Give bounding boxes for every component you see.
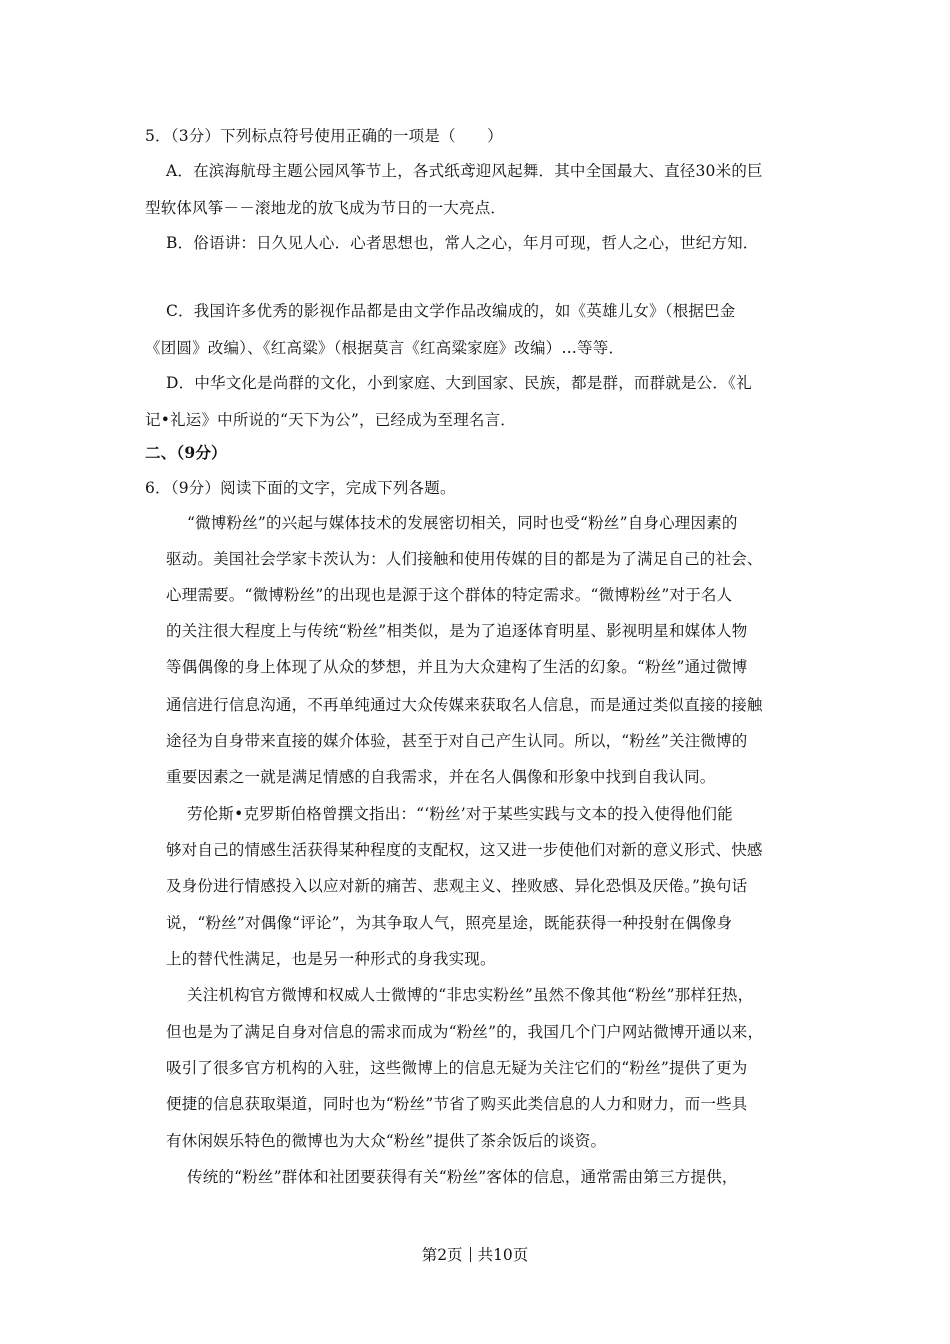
passage-line: 驱动。美国社会学家卡茨认为：人们接触和使用传媒的目的都是为了满足自己的社会、 xyxy=(166,550,763,568)
option-a-line-1: A．在滨海航母主题公园风筝节上，各式纸鸢迎风起舞．其中全国最大、直径30米的巨 xyxy=(166,162,763,180)
page-number: 第2页 xyxy=(421,1246,463,1264)
option-d-line-1: D．中华文化是尚群的文化，小到家庭、大到国家、民族，都是群，而群就是公．《礼 xyxy=(166,374,752,392)
passage-line: 重要因素之一就是满足情感的自我需求，并在名人偶像和形象中找到自我认同。 xyxy=(166,768,716,786)
passage-line: 等偶偶像的身上体现了从众的梦想，并且为大众建构了生活的幻象。“粉丝”通过微博 xyxy=(166,658,748,676)
passage-line: 说，“粉丝”对偶像“评论”，为其争取人气，照亮星途，既能获得一种投射在偶像身 xyxy=(166,914,733,932)
option-c-line-1: C．我国许多优秀的影视作品都是由文学作品改编成的，如《英雄儿女》（根据巴金 xyxy=(166,302,736,320)
passage-line: 途径为自身带来直接的媒介体验，甚至于对自己产生认同。所以，“粉丝”关注微博的 xyxy=(166,732,748,750)
passage-line: 及身份进行情感投入以应对新的痛苦、悲观主义、挫败感、异化恐惧及厌倦。”换句话 xyxy=(166,877,748,895)
passage-line: 上的替代性满足，也是另一种形式的身我实现。 xyxy=(166,950,496,968)
option-a-line-2: 型软体风筝－－滚地龙的放飞成为节日的一大亮点． xyxy=(145,199,507,217)
passage-line: 关注机构官方微博和权威人士微博的“非忠实粉丝”虽然不像其他“粉丝”那样狂热， xyxy=(187,986,754,1004)
page-footer xyxy=(0,1245,950,1265)
passage-line: 够对自己的情感生活获得某种程度的支配权，这又进一步使他们对新的意义形式、快感 xyxy=(166,841,763,859)
footer-divider xyxy=(470,1247,471,1262)
page-total: 共10页 xyxy=(477,1246,529,1264)
option-c-line-2: 《团圆》改编）、《红高粱》（根据莫言《红高粱家庭》改编）…等等． xyxy=(145,339,625,357)
passage-line: 但也是为了满足自身对信息的需求而成为“粉丝”的，我国几个门户网站微博开通以来， xyxy=(166,1023,764,1041)
passage-line: 吸引了很多官方机构的入驻，这些微博上的信息无疑为关注它们的“粉丝”提供了更为 xyxy=(166,1059,748,1077)
option-b: B．俗语讲：日久见人心．心者思想也，常人之心，年月可现，哲人之心，世纪方知． xyxy=(166,234,759,252)
passage-line: 有休闲娱乐特色的微博也为大众“粉丝”提供了茶余饭后的谈资。 xyxy=(166,1132,607,1150)
passage-line: 便捷的信息获取渠道，同时也为“粉丝”节省了购买此类信息的人力和财力，而一些具 xyxy=(166,1095,748,1113)
section-2-heading: 二、（9分） xyxy=(145,443,227,462)
question-5-stem: 5．（3分）下列标点符号使用正确的一项是（ ） xyxy=(145,127,503,145)
passage-line: 通信进行信息沟通，不再单纯通过大众传媒来获取名人信息，而是通过类似直接的接触 xyxy=(166,696,763,714)
passage-line: “微博粉丝”的兴起与媒体技术的发展密切相关，同时也受“粉丝”自身心理因素的 xyxy=(187,514,738,532)
option-d-line-2: 记•礼运》中所说的“天下为公”，已经成为至理名言． xyxy=(145,411,516,429)
passage-line: 传统的“粉丝”群体和社团要获得有关“粉丝”客体的信息，通常需由第三方提供， xyxy=(187,1168,738,1186)
passage-line: 的关注很大程度上与传统“粉丝”相类似，是为了追逐体育明星、影视明星和媒体人物 xyxy=(166,622,748,640)
passage-line: 劳伦斯•克罗斯伯格曾撰文指出：“‘粉丝’对于某些实践与文本的投入使得他们能 xyxy=(187,805,733,823)
passage-line: 心理需要。“微博粉丝”的出现也是源于这个群体的特定需求。“微博粉丝”对于名人 xyxy=(166,586,733,604)
question-6-stem: 6．（9分）阅读下面的文字，完成下列各题。 xyxy=(145,479,456,497)
